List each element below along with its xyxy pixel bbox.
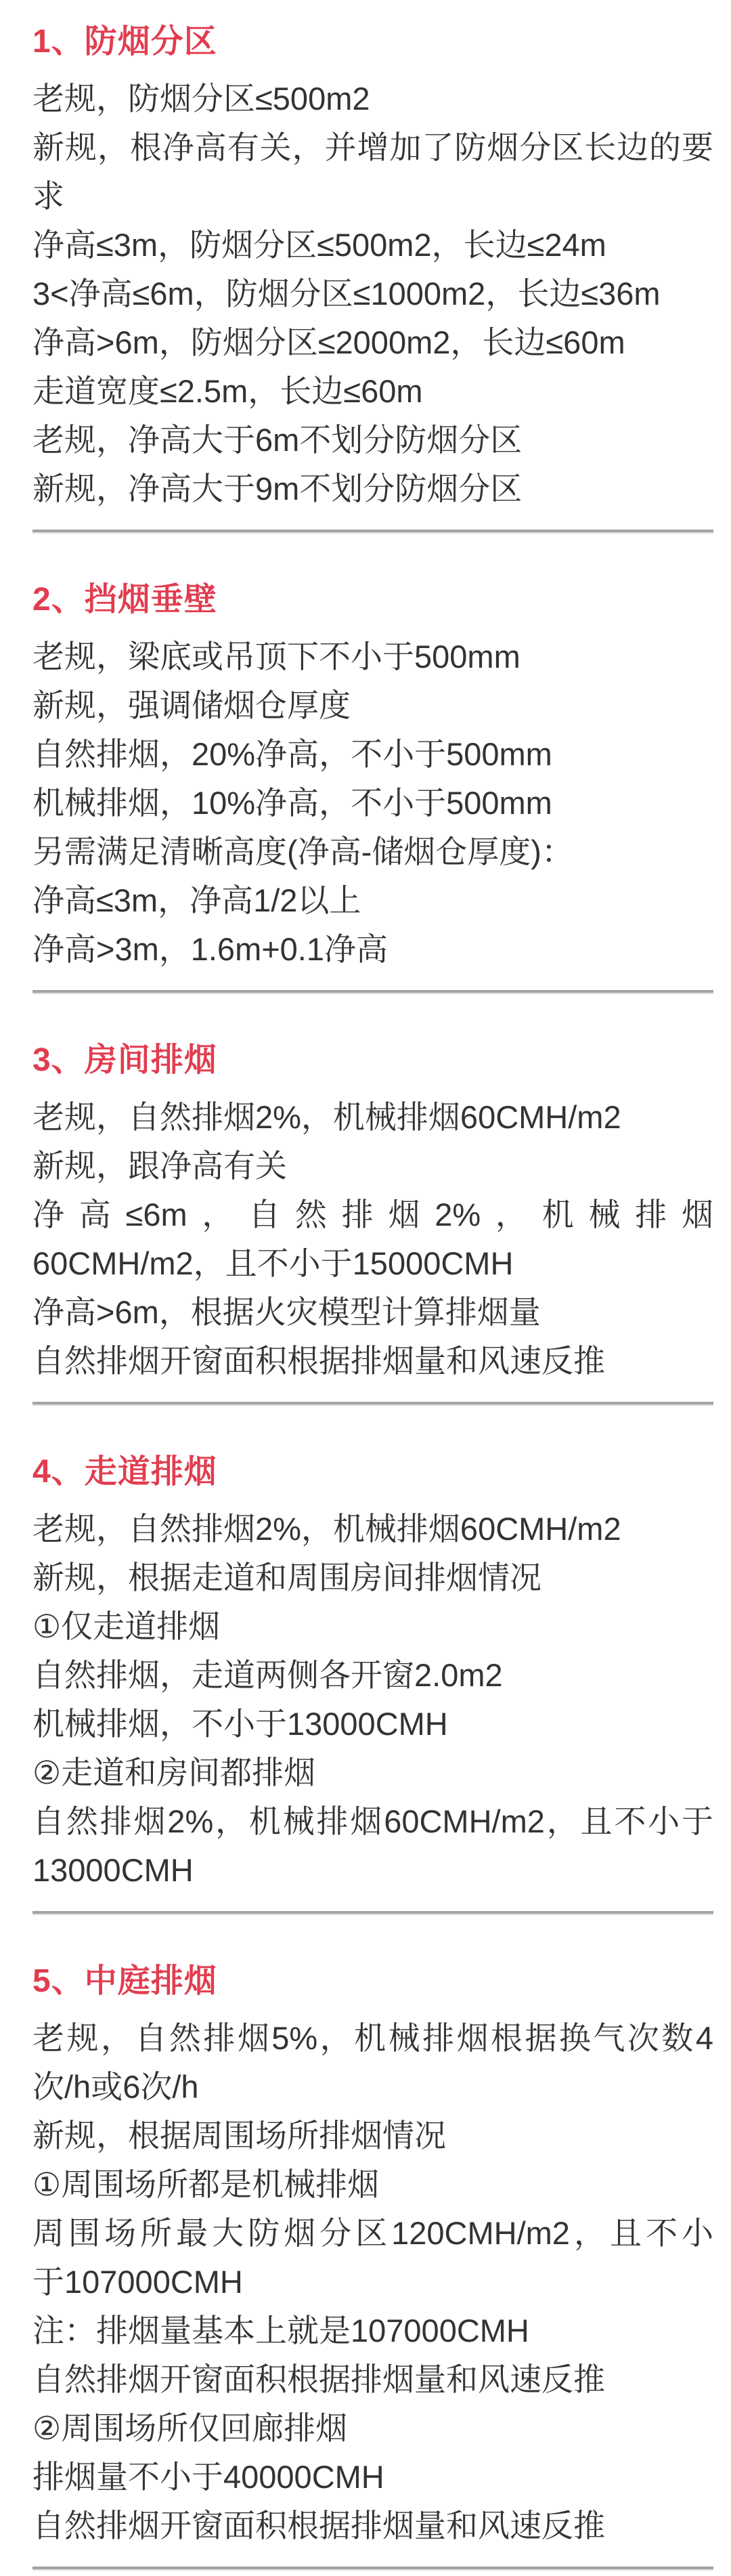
text-line: 自然排烟2%，机械排烟60CMH/m2，且不小于 [32,1803,713,1839]
text-line: 次/h或6次/h [32,2069,199,2105]
text-line: 另需满足清晰高度(净高-储烟仓厚度)： [32,834,573,870]
text-line: 求 [32,178,64,214]
text-line: 净高>6m，根据火灾模型计算排烟量 [32,1294,541,1330]
text-line: 新规，根据走道和周围房间排烟情况 [32,1560,541,1595]
text-line: 老规，防烟分区≤500m2 [32,81,370,116]
text-line: 3<净高≤6m，防烟分区≤1000m2，长边≤36m [32,276,661,312]
text-line: 周围场所最大防烟分区120CMH/m2，且不小 [32,2215,713,2251]
text-line: 机械排烟，10%净高，不小于500mm [32,785,552,821]
text-line: 净高>6m，防烟分区≤2000m2，长边≤60m [32,324,625,360]
text-line: 新规，强调储烟仓厚度 [32,687,351,723]
text-line: 走道宽度≤2.5m，长边≤60m [32,373,423,409]
text-line: 注：排烟量基本上就是107000CMH [32,2313,529,2348]
rule-section [32,1957,713,2550]
text-line: 净高≤3m，净高1/2以上 [32,882,361,918]
text-line: 自然排烟开窗面积根据排烟量和风速反推 [32,2508,605,2543]
text-line: ②周围场所仅回廊排烟 [32,2410,348,2446]
section-title: 4、走道排烟 [32,1454,217,1490]
text-line: 老规，自然排烟2%，机械排烟60CMH/m2 [32,1511,621,1547]
section-title: 2、挡烟垂壁 [32,582,217,618]
text-line: 13000CMH [32,1852,194,1888]
text-line: 自然排烟，走道两侧各开窗2.0m2 [32,1657,503,1693]
text-line: ①周围场所都是机械排烟 [32,2166,380,2202]
section-divider [32,530,713,534]
text-line: 排烟量不小于40000CMH [32,2459,384,2495]
section-divider [32,1911,713,1915]
text-line: 自然排烟开窗面积根据排烟量和风速反推 [32,2361,605,2397]
section-divider [32,2567,713,2571]
text-line: 老规，自然排烟5%，机械排烟根据换气次数4 [32,2020,713,2056]
text-line: 新规，净高大于9m不划分防烟分区 [32,471,523,507]
text-line: 净高≤6m，自然排烟2%，机械排烟 [32,1197,713,1232]
text-line: 净高≤3m，防烟分区≤500m2，长边≤24m [32,227,606,263]
text-line: 自然排烟开窗面积根据排烟量和风速反推 [32,1343,605,1379]
text-line: 老规，自然排烟2%，机械排烟60CMH/m2 [32,1099,621,1135]
rule-section [32,1036,713,1386]
rule-section [32,1448,713,1895]
rule-section [32,18,713,513]
section-divider [32,1402,713,1406]
text-line: 老规，梁底或吊顶下不小于500mm [32,639,520,674]
section-divider [32,990,713,994]
text-line: 新规，根净高有关，并增加了防烟分区长边的要 [32,129,713,165]
section-title: 3、房间排烟 [32,1042,217,1078]
section-title: 1、防烟分区 [32,24,217,60]
text-line: 老规，净高大于6m不划分防烟分区 [32,422,523,458]
text-line: ①仅走道排烟 [32,1608,221,1644]
text-line: 净高>3m，1.6m+0.1净高 [32,931,389,967]
section-title: 5、中庭排烟 [32,1963,217,1999]
text-line: 60CMH/m2，且不小于15000CMH [32,1245,514,1281]
rule-section [32,576,713,974]
text-line: 自然排烟，20%净高，不小于500mm [32,736,552,772]
text-line: 新规，根据周围场所排烟情况 [32,2118,446,2153]
text-line: 于107000CMH [32,2264,243,2300]
text-line: 机械排烟，不小于13000CMH [32,1706,448,1742]
text-line: 新规，跟净高有关 [32,1148,287,1184]
text-line: ②走道和房间都排烟 [32,1755,316,1790]
